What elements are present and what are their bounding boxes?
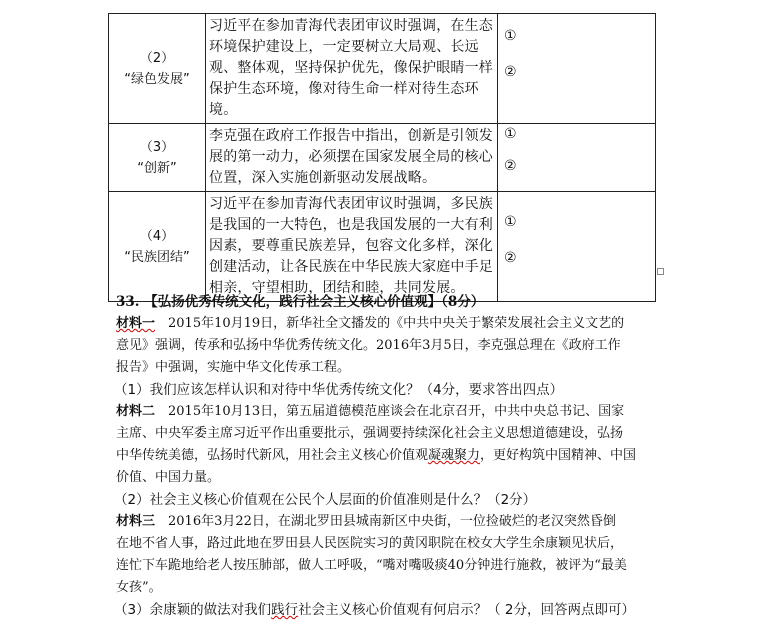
row-label-cell <box>109 192 206 302</box>
answer-cell[interactable] <box>498 192 656 302</box>
material-3-text: 2016年3月22日，在湖北罗田县城南新区中央街，一位捡破烂的老汉突然昏倒 <box>155 514 616 529</box>
material-3-label: 材料三 <box>116 514 156 529</box>
answer-marker-2: ② <box>504 64 517 80</box>
spellcheck-underlined-text: 践行 <box>271 602 299 618</box>
row-label-cell <box>109 124 206 192</box>
table-row <box>109 192 656 302</box>
material-2-text: ，更好构筑中国精神、中国 <box>480 448 637 463</box>
material-3-line-3: 连忙下车跪地给老人按压肺部，做人工呼吸，“嘴对嘴吸痰40分钟进行施救，被评为“最美 <box>116 558 627 573</box>
row-text: 李克强在政府工作报告中指出，创新是引领发展的第一动力，必须摆在国家发展全局的核心位置，深入实施创新驱动发展战略。 <box>206 124 498 192</box>
sub-question-3 <box>114 599 635 621</box>
table-resize-handle[interactable] <box>657 268 664 275</box>
row-label-cell <box>109 14 206 124</box>
material-2-line-1 <box>116 401 624 423</box>
row-text: 习近平在参加青海代表团审议时强调，在生态环境保护建设上，一定要树立大局观、长远观、整体观，坚持保护优先，像保护眼睛一样保护生态环境，像对待生命一样对待生态环境。 <box>206 14 498 124</box>
material-1-line-3: 报告》中强调，实施中华文化传承工程。 <box>116 360 351 375</box>
material-2-label: 材料二 <box>116 404 156 419</box>
answer-marker-1: ① <box>504 214 517 230</box>
table-row <box>109 14 656 124</box>
row-number: （4） <box>139 228 175 244</box>
row-number: （2） <box>139 50 175 66</box>
answer-marker-1: ① <box>504 126 517 142</box>
material-2-text: 中华传统美德，弘扬时代新风，用社会主义核心价值观 <box>116 448 429 463</box>
row-number: （3） <box>139 139 175 155</box>
material-2-line-2: 主席、中央军委主席习近平作出重要批示，强调要持续深化社会主义思想道德建设，弘扬 <box>116 426 624 441</box>
answer-table <box>108 13 656 302</box>
material-1-line-1 <box>116 313 624 335</box>
material-1-label: 材料一 <box>116 316 156 331</box>
sub-question-3-text: 社会主义核心价值观有何启示？（ 2分，回答两点即可） <box>298 602 635 618</box>
material-1-line-2: 意见》强调，传承和弘扬中华优秀传统文化。2016年3月5日，李克强总理在《政府工作 <box>116 338 621 353</box>
sub-question-2: （2）社会主义核心价值观在公民个人层面的价值准则是什么？（2分） <box>114 492 537 508</box>
material-3-line-4: 女孩”。 <box>116 580 162 595</box>
material-3-line-2: 在地不省人事，路过此地在罗田县人民医院实习的黄冈职院在校女大学生余康颖见状后， <box>116 536 624 551</box>
row-label: “绿色发展” <box>124 71 190 87</box>
sub-question-1: （1）我们应该怎样认识和对待中华优秀传统文化？（4分，要求答出四点） <box>114 382 564 398</box>
sub-question-3-text: （3）余康颖的做法对我们 <box>114 602 272 618</box>
row-label: “创新” <box>137 160 177 176</box>
material-2-text: 2015年10月13日，第五届道德模范座谈会在北京召开，中共中央总书记、国家 <box>155 404 625 419</box>
row-text: 习近平在参加青海代表团审议时强调，多民族是我国的一大特色，也是我国发展的一大有利因素，要尊重民族差异，包容文化多样，深化创建活动，让各民族在中华民族大家庭中手足相亲，守望相助，团结和睦，共同发展。 <box>206 192 498 302</box>
spellcheck-underlined-text: 凝魂聚力 <box>428 448 481 463</box>
table-row <box>109 124 656 192</box>
material-1-text: 2015年10月19日，新华社全文播发的《中共中央关于繁荣发展社会主义文艺的 <box>155 316 625 331</box>
answer-cell[interactable] <box>498 124 656 192</box>
answer-cell[interactable] <box>498 14 656 124</box>
material-2-line-3 <box>116 445 636 467</box>
answer-marker-2: ② <box>504 250 517 266</box>
row-label: “民族团结” <box>124 249 190 265</box>
answer-marker-2: ② <box>504 158 517 174</box>
material-3-line-1 <box>116 511 616 533</box>
answer-marker-1: ① <box>504 28 517 44</box>
question-33-title: 33. 【弘扬优秀传统文化，践行社会主义核心价值观】（8分） <box>116 294 485 310</box>
material-2-line-4: 价值、中国力量。 <box>116 470 221 485</box>
